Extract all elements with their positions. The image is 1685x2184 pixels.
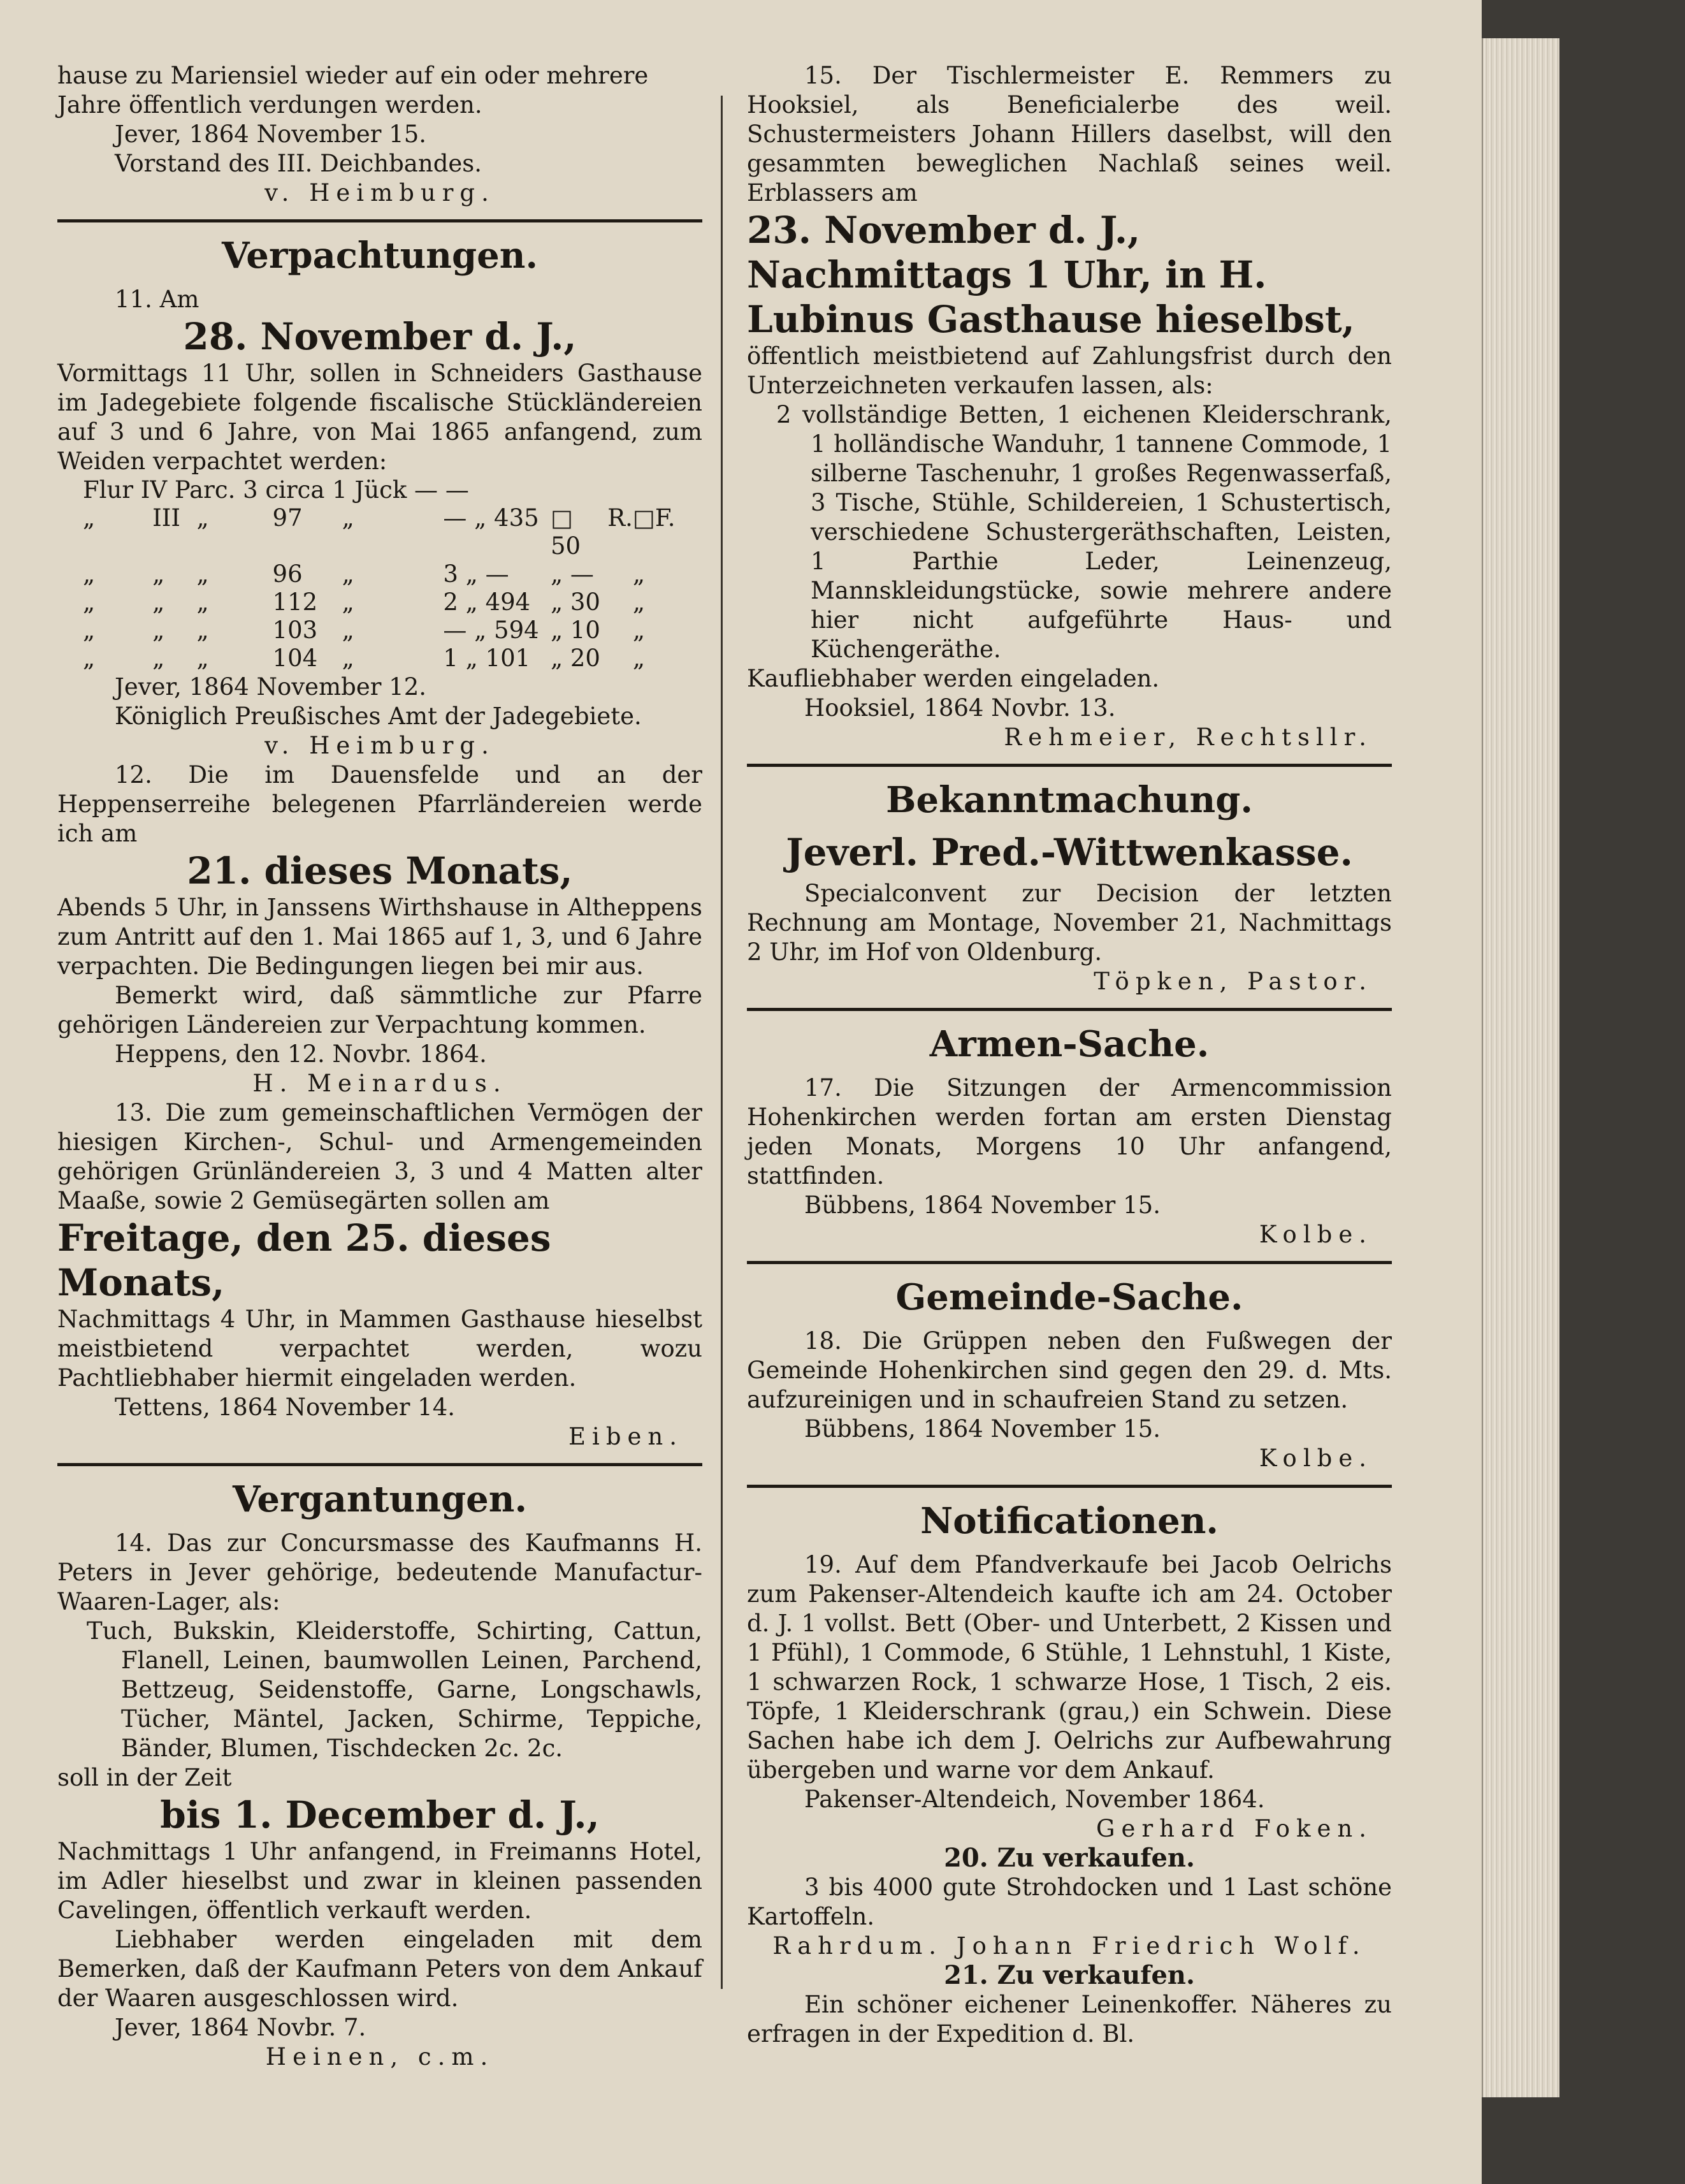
- notice-16-text: Specialconvent zur Decision der letzten Rechnung am Montage, November 21, Nachmittags 2 Uhr, im Hof von Oldenburg.: [747, 880, 1392, 966]
- lease-cell: „: [342, 644, 354, 672]
- notice-13-place: Tettens, 1864 November 14.: [115, 1394, 456, 1421]
- notice-16-signature: Töpken, Pastor.: [1094, 968, 1373, 995]
- notice-12-text: 12. Die im Dauensfelde und an der Heppenserreihe belegenen Pfarrländereien werde ich am: [57, 761, 702, 847]
- notice-18-signature: Kolbe.: [1259, 1445, 1373, 1472]
- notice-14-note: Liebhaber werden eingeladen mit dem Bemerken, daß der Kaufmann Peters von dem Ankauf der Waaren ausgeschlossen wird.: [57, 1926, 702, 2012]
- notice-17-place: Bübbens, 1864 November 15.: [804, 1191, 1161, 1219]
- lease-cell: „: [632, 616, 646, 644]
- intro-place: Jever, 1864 November 15.: [115, 120, 427, 148]
- lease-cell: „: [83, 588, 96, 616]
- lease-cell: „: [196, 644, 209, 672]
- notice-20-signature: Rahrdum. Johann Friedrich Wolf.: [772, 1932, 1366, 1960]
- notice-12-text-2: Abends 5 Uhr, in Janssens Wirthshause in Altheppens zum Antritt auf den 1. Mai 1865 auf 1, 3, und 6 Jahre verpachten. Die Bedingungen liegen bei mir aus.: [57, 894, 702, 980]
- notice-20-title: 20. Zu verkaufen.: [944, 1843, 1195, 1873]
- section-title-notificationen: Notificationen.: [920, 1500, 1219, 1542]
- lease-cell: 1 „ 101: [443, 644, 531, 672]
- notice-15-text-2: öffentlich meistbietend auf Zahlungsfrist durch den Unterzeichneten verkaufen lassen, als:: [747, 342, 1392, 399]
- lease-row: [57, 644, 702, 673]
- section-title-gemeinde-sache: Gemeinde-Sache.: [895, 1276, 1243, 1318]
- lease-cell: „ —: [550, 560, 594, 588]
- notice-21-text: Ein schöner eichener Leinenkoffer. Näheres zu erfragen in der Expedition d. Bl.: [747, 1991, 1392, 2048]
- lease-cell: — „ 435: [443, 504, 539, 532]
- lease-table-head: Flur IV Parc. 3 circa 1 Jück — —: [83, 476, 469, 504]
- lease-cell: □F.: [632, 504, 676, 532]
- lease-row: [57, 588, 702, 616]
- notice-19-signature: Gerhard Foken.: [1096, 1815, 1373, 1842]
- notice-17-text: 17. Die Sitzungen der Armencommission Hohenkirchen werden fortan am ersten Dienstag jeden Monats, Morgens 10 Uhr anfangend, stattfinden.: [747, 1074, 1392, 1190]
- lease-cell: 96: [272, 560, 303, 588]
- section-title-vergantungen: Vergantungen.: [233, 1478, 527, 1520]
- lease-cell: „: [83, 644, 96, 672]
- section-title-bekanntmachung: Bekanntmachung.: [886, 779, 1253, 821]
- notice-20-text: 3 bis 4000 gute Strohdocken und 1 Last schöne Kartoffeln.: [747, 1874, 1392, 1930]
- lease-cell: „: [152, 616, 165, 644]
- lease-cell: — „ 594: [443, 616, 539, 644]
- notice-12-signature: H. Meinardus.: [252, 1070, 507, 1097]
- lease-cell: „: [342, 504, 354, 532]
- notice-12-place: Heppens, den 12. Novbr. 1864.: [115, 1040, 487, 1068]
- notice-11-signature: v. Heimburg.: [264, 732, 495, 759]
- section-rule: [57, 219, 702, 222]
- lease-cell: 3 „ —: [443, 560, 509, 588]
- notice-12-note: Bemerkt wird, daß sämmtliche zur Pfarre gehörigen Ländereien zur Verpachtung kommen.: [57, 982, 702, 1038]
- lease-cell: „: [152, 560, 165, 588]
- notice-14-text: 14. Das zur Concursmasse des Kaufmanns H. Peters in Jever gehörige, bedeutende Manufactur-Waaren-Lager, als:: [57, 1529, 702, 1615]
- section-rule: [747, 1485, 1392, 1488]
- notice-14-list: Tuch, Bukskin, Kleiderstoffe, Schirting, Cattun, Flanell, Leinen, baumwollen Leinen, Parchend, Bettzeug, Seidenstoffe, Garne, Longschawls, Tücher, Mäntel, Jacken, Schirme, Teppiche, Bänder, Blumen, Tischdecken 2c. 2c.: [87, 1617, 702, 1762]
- notice-15-text: 15. Der Tischlermeister E. Remmers zu Hooksiel, als Beneficialerbe des weil. Schustermeisters Johann Hillers daselbst, will den gesammten beweglichen Nachlaß seines weil. Erblassers am: [747, 62, 1392, 207]
- intro-org: Vorstand des III. Deichbandes.: [115, 150, 482, 177]
- lease-cell: „: [152, 588, 165, 616]
- lease-cell: 103: [272, 616, 318, 644]
- intro-line-2: Jahre öffentlich verdungen werden.: [57, 91, 482, 119]
- lease-cell: 2 „ 494: [443, 588, 531, 616]
- notice-11-date: 28. November d. J.,: [183, 315, 577, 358]
- lease-cell: „: [632, 588, 646, 616]
- lease-cell: „: [83, 616, 96, 644]
- right-column: [747, 61, 1392, 2049]
- notice-15-signature: Rehmeier, Rechtsllr.: [1004, 724, 1373, 751]
- lease-cell: „: [342, 616, 354, 644]
- lease-cell: □R. 50: [550, 504, 633, 560]
- lease-cell: 97: [272, 504, 303, 532]
- notice-18-text: 18. Die Grüppen neben den Fußwegen der Gemeinde Hohenkirchen sind gegen den 29. d. Mts. aufzureinigen und in schaufreien Stand zu setzen.: [747, 1327, 1392, 1413]
- section-title-armen-sache: Armen-Sache.: [929, 1023, 1210, 1065]
- section-rule: [747, 1008, 1392, 1011]
- notice-13-text: 13. Die zum gemeinschaftlichen Vermögen der hiesigen Kirchen-, Schul- und Armengemeinden gehörigen Grünländereien 3, 3 und 4 Matten alter Maaße, sowie 2 Gemüsegärten sollen am: [57, 1099, 702, 1214]
- lease-cell: 112: [272, 588, 318, 616]
- notice-15-place: Hooksiel, 1864 Novbr. 13.: [804, 694, 1116, 722]
- notice-15-note: Kaufliebhaber werden eingeladen.: [747, 665, 1160, 692]
- notice-12-date: 21. dieses Monats,: [187, 849, 573, 892]
- notice-13-date: Freitage, den 25. dieses Monats,: [57, 1216, 551, 1304]
- section-rule: [747, 764, 1392, 767]
- lease-row: [57, 560, 702, 588]
- intro-signature: v. Heimburg.: [264, 179, 495, 207]
- intro-line-1: hause zu Mariensiel wieder auf ein oder mehrere: [57, 62, 649, 89]
- lease-cell: „: [342, 560, 354, 588]
- left-column: [57, 61, 702, 2072]
- lease-row: [57, 616, 702, 644]
- lease-cell: „: [152, 644, 165, 672]
- section-rule: [57, 1463, 702, 1466]
- lease-cell: „: [196, 504, 209, 532]
- notice-14-text-2: Nachmittags 1 Uhr anfangend, in Freimanns Hotel, im Adler hieselbst und zwar in kleinen passenden Cavelingen, öffentlich verkauft werden.: [57, 1838, 702, 1924]
- lease-row: [57, 504, 702, 560]
- section-subtitle-wittwenkasse: Jeverl. Pred.-Wittwenkasse.: [786, 831, 1353, 874]
- notice-15-list: 2 vollständige Betten, 1 eichenen Kleiderschrank, 1 holländische Wanduhr, 1 tannene Commode, 1 silberne Taschenuhr, 1 großes Regenwasserfaß, 3 Tische, Stühle, Schildereien, 1 Schustertisch, verschiedene Schustergeräthschaften, Leisten, 1 Parthie Leder, Leinenzeug, Mannskleidungstücke, sowie mehrere andere hier nicht aufgeführte Haus- und Küchengeräthe.: [776, 401, 1392, 663]
- notice-14-soll: soll in der Zeit: [57, 1764, 232, 1791]
- lease-cell: „: [196, 560, 209, 588]
- lease-cell: „: [342, 588, 354, 616]
- column-divider: [721, 96, 723, 1989]
- lease-cell: 104: [272, 644, 318, 672]
- notice-18-place: Bübbens, 1864 November 15.: [804, 1415, 1161, 1443]
- notice-11-place: Jever, 1864 November 12.: [115, 673, 427, 701]
- lease-cell: „ 20: [550, 644, 600, 672]
- lease-cell: „: [632, 560, 646, 588]
- notice-13-signature: Eiben.: [568, 1423, 683, 1450]
- section-title-verpachtungen: Verpachtungen.: [222, 235, 538, 277]
- lease-cell: „: [632, 644, 646, 672]
- lease-table: [57, 476, 702, 673]
- notice-13-text-2: Nachmittags 4 Uhr, in Mammen Gasthause hieselbst meistbietend verpachtet werden, wozu Pachtliebhaber hiermit eingeladen werden.: [57, 1306, 702, 1392]
- notice-19-place: Pakenser-Altendeich, November 1864.: [804, 1786, 1265, 1813]
- lease-cell: „ 30: [550, 588, 600, 616]
- notice-11-text: Vormittags 11 Uhr, sollen in Schneiders Gasthause im Jadegebiete folgende fiscalische Stückländereien auf 3 und 6 Jahre, von Mai 1865 anfangend, zum Weiden verpachtet werden:: [57, 360, 702, 475]
- notice-14-date: bis 1. December d. J.,: [160, 1793, 600, 1837]
- notice-19-text: 19. Auf dem Pfandverkaufe bei Jacob Oelrichs zum Pakenser-Altendeich kaufte ich am 24. October d. J. 1 vollst. Bett (Ober- und Unterbett, 2 Kissen und 1 Pfühl), 1 Commode, 6 Stühle, 1 Lehnstuhl, 1 Kiste, 1 schwarzen Rock, 1 schwarze Hose, 1 Tisch, 2 eis. Töpfe, 1 Kleiderschrank (grau,) ein Schwein. Diese Sachen habe ich dem J. Oelrichs zur Aufbewahrung übergeben und warne vor dem Ankauf.: [747, 1551, 1392, 1784]
- lease-cell: „: [196, 588, 209, 616]
- section-rule: [747, 1261, 1392, 1264]
- notice-17-signature: Kolbe.: [1259, 1221, 1373, 1248]
- notice-21-title: 21. Zu verkaufen.: [944, 1960, 1195, 1990]
- notice-14-place: Jever, 1864 Novbr. 7.: [115, 2014, 366, 2041]
- lease-cell: „: [83, 560, 96, 588]
- lease-cell: „ 10: [550, 616, 600, 644]
- notice-14-signature: Heinen, c.m.: [265, 2043, 495, 2071]
- page-stack-edge: [1482, 38, 1559, 2097]
- notice-11-org: Königlich Preußisches Amt der Jadegebiete.: [115, 703, 642, 730]
- lease-cell: III: [152, 504, 180, 532]
- notice-15-date: 23. November d. J., Nachmittags 1 Uhr, in H. Lubinus Gasthause hieselbst,: [747, 208, 1355, 341]
- notice-11-prefix: 11. Am: [115, 286, 199, 313]
- lease-cell: „: [83, 504, 96, 532]
- lease-cell: „: [196, 616, 209, 644]
